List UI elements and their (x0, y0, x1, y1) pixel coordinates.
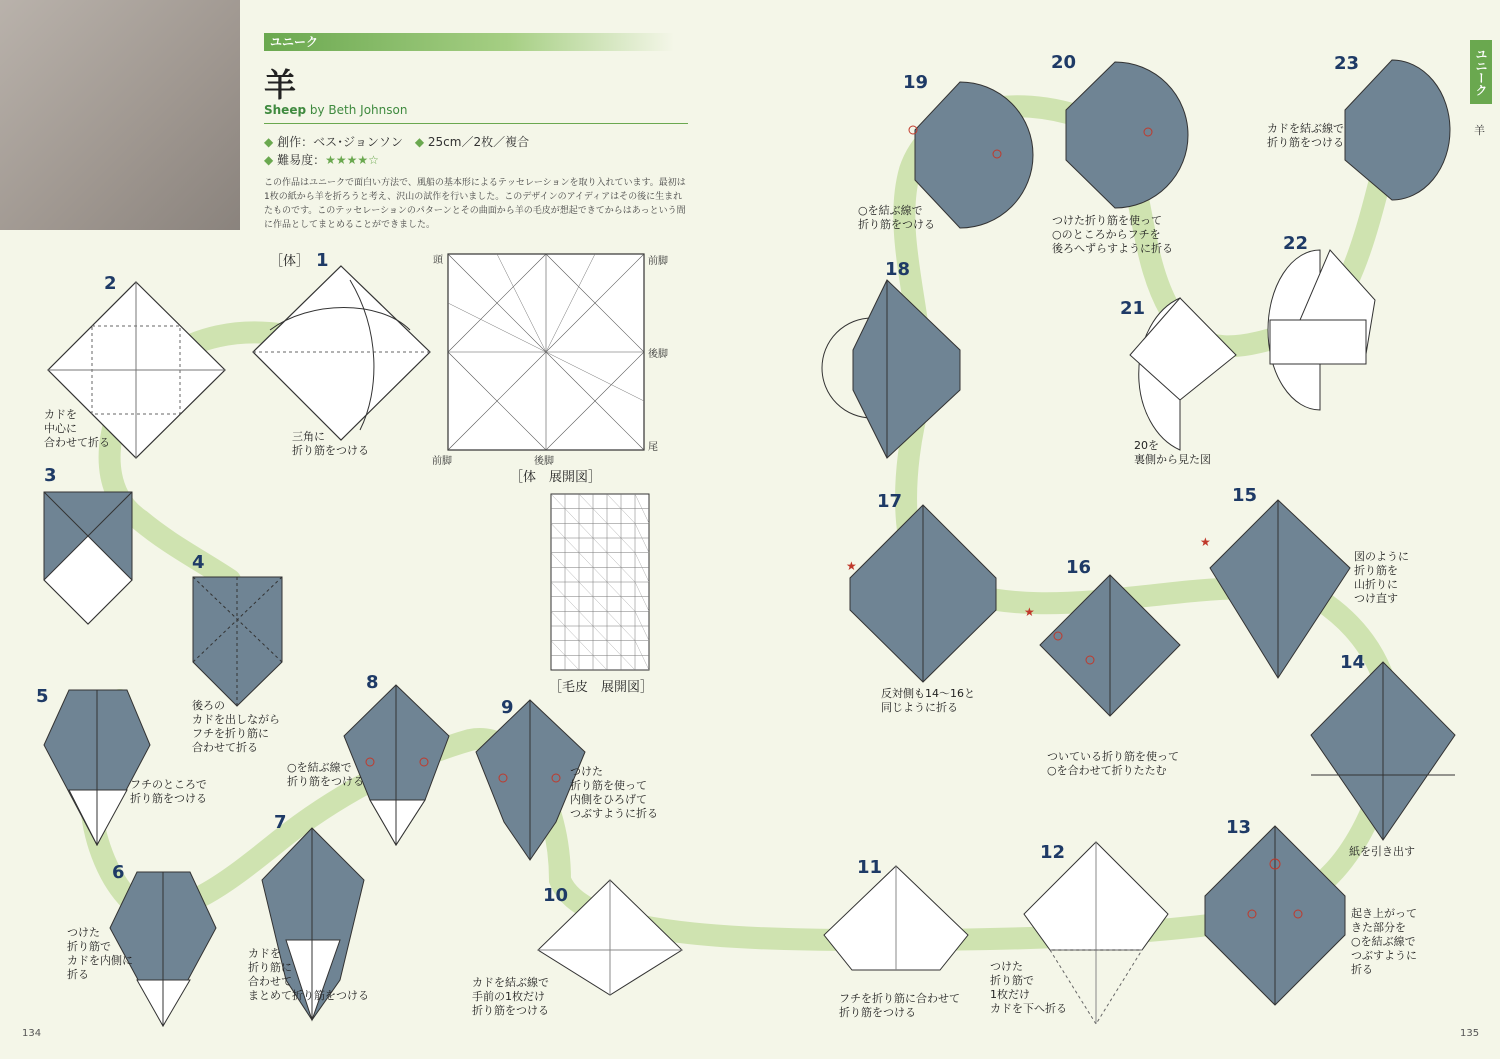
cp-label-front-leg-top: 前脚 (648, 256, 668, 267)
cp-label-hind-leg-bottom: 後脚 (534, 456, 554, 467)
step-number: 10 (543, 885, 569, 906)
step-number: 21 (1120, 298, 1146, 319)
step-17-diagram (846, 505, 996, 682)
step-number: 12 (1040, 842, 1066, 863)
step-11-instruction: フチを折り筋に合わせて 折り筋をつける (839, 992, 960, 1019)
red-star-16: ★ (1024, 605, 1035, 619)
step-10-instruction: カドを結ぶ線で 手前の1枚だけ 折り筋をつける (472, 976, 549, 1017)
sheep-photo (0, 0, 240, 230)
red-star-17: ★ (846, 559, 857, 573)
step-number: 8 (366, 672, 379, 693)
step-number: 7 (274, 812, 287, 833)
step-4-instruction: 後ろの カドを出しながら フチを折り筋に 合わせて折る (192, 699, 280, 754)
cp-label-tail: 尾 (648, 442, 658, 453)
step-number: 17 (877, 491, 903, 512)
step-number: 22 (1283, 233, 1309, 254)
step-number: 14 (1340, 652, 1366, 673)
step-number: 3 (44, 465, 57, 486)
step-5-diagram (44, 690, 150, 845)
step-23-diagram (1345, 60, 1450, 200)
credit-line: ◆ 創作：ベス･ジョンソン ◆ 25cm／2枚／複合 (264, 135, 530, 149)
side-section-tab: ユニーク (1470, 40, 1492, 104)
step-number: 4 (192, 552, 205, 573)
step-4-diagram (193, 577, 282, 706)
step-number: 2 (104, 273, 117, 294)
step-5-instruction: フチのところで 折り筋をつける (130, 778, 207, 805)
fur-cp-caption: ［毛皮 展開図］ (549, 680, 654, 695)
step-15-instruction: 図のように 折り筋を 山折りに つけ直す (1354, 550, 1409, 605)
step-18-diagram (822, 280, 960, 458)
cp-label-front-leg-bottom: 前脚 (432, 456, 452, 467)
step-number: 16 (1066, 557, 1092, 578)
body-crease-pattern (448, 254, 644, 450)
step-15-diagram (1200, 500, 1350, 678)
page-title: 羊 (264, 66, 297, 104)
step-12-instruction: つけた 折り筋で 1枚だけ カドを下へ折る (990, 960, 1067, 1015)
step-20-diagram (1066, 62, 1188, 208)
step-number: 18 (885, 259, 911, 280)
step-8-instruction: ○を結ぶ線で 折り筋をつける (287, 761, 364, 788)
step-14-diagram (1311, 662, 1455, 840)
step-21-instruction: 20を 裏側から見た図 (1134, 439, 1211, 466)
step-11-diagram (824, 866, 968, 970)
step-16-instruction: ついている折り筋を使って ○を合わせて折りたたむ (1047, 750, 1179, 777)
step-9-diagram (476, 700, 585, 860)
step-14-instruction: 紙を引き出す (1349, 845, 1415, 858)
body-label: ［体］ (270, 254, 310, 269)
step-13-instruction: 起き上がって きた部分を ○を結ぶ線で つぶすように 折る (1351, 907, 1417, 976)
step-17-instruction: 反対側も14〜16と 同じように折る (881, 687, 975, 714)
title-rule (264, 123, 688, 124)
step-number: 5 (36, 686, 49, 707)
step-number: 1 (316, 250, 329, 271)
step-number: 13 (1226, 817, 1252, 838)
step-9-instruction: つけた 折り筋を使って 内側をひろげて つぶすように折る (570, 765, 658, 820)
step-number: 19 (903, 72, 929, 93)
step-number: 23 (1334, 53, 1360, 74)
step-7-instruction: カドを 折り筋に 合わせて まとめて折り筋をつける (248, 947, 369, 1002)
intro-text: この作品はユニークで面白い方法で、風船の基本形によるテッセレーションを取り入れています。最初は1枚の紙から羊を折ろうと考え、沢山の試作を行いました。このデザインのアイディアはその後に生まれたものです。このテッセレーションのパターンとその曲面から羊の毛皮が想起できてからはあっという間に作品としてまとめることができました。 (264, 178, 686, 230)
step-19-instruction: ○を結ぶ線で 折り筋をつける (858, 204, 935, 231)
step-23-instruction: カドを結ぶ線で 折り筋をつける (1267, 122, 1344, 149)
step-20-instruction: つけた折り筋を使って ○のところからフチを 後ろへずらすように折る (1052, 214, 1173, 255)
step-2-instruction: カドを 中心に 合わせて折る (44, 408, 110, 449)
step-number: 9 (501, 697, 514, 718)
side-subtitle: 羊 (1474, 124, 1485, 137)
page-number-right: 135 (1460, 1028, 1480, 1039)
step-1-instruction: 三角に 折り筋をつける (292, 430, 369, 457)
step-number: 6 (112, 862, 125, 883)
cp-label-hind-leg: 後脚 (648, 349, 668, 360)
fur-crease-pattern (551, 494, 649, 670)
difficulty-line: ◆ 難易度：★★★★☆ (264, 153, 379, 167)
step-1-diagram (253, 266, 430, 440)
page-number-left: 134 (22, 1028, 42, 1039)
step-13-diagram (1205, 826, 1345, 1005)
section-label: ユニーク (264, 33, 674, 51)
cp-label-head: 頭 (433, 255, 443, 266)
step-6-instruction: つけた 折り筋で カドを内側に 折る (67, 926, 133, 981)
step-number: 15 (1232, 485, 1258, 506)
red-star-15: ★ (1200, 535, 1211, 549)
step-number: 11 (857, 857, 883, 878)
body-cp-caption: ［体 展開図］ (510, 470, 602, 485)
step-number: 20 (1051, 52, 1077, 73)
step-3-diagram (44, 492, 132, 624)
step-21-diagram (1130, 298, 1236, 450)
english-title: Sheep by Beth Johnson (264, 103, 408, 117)
